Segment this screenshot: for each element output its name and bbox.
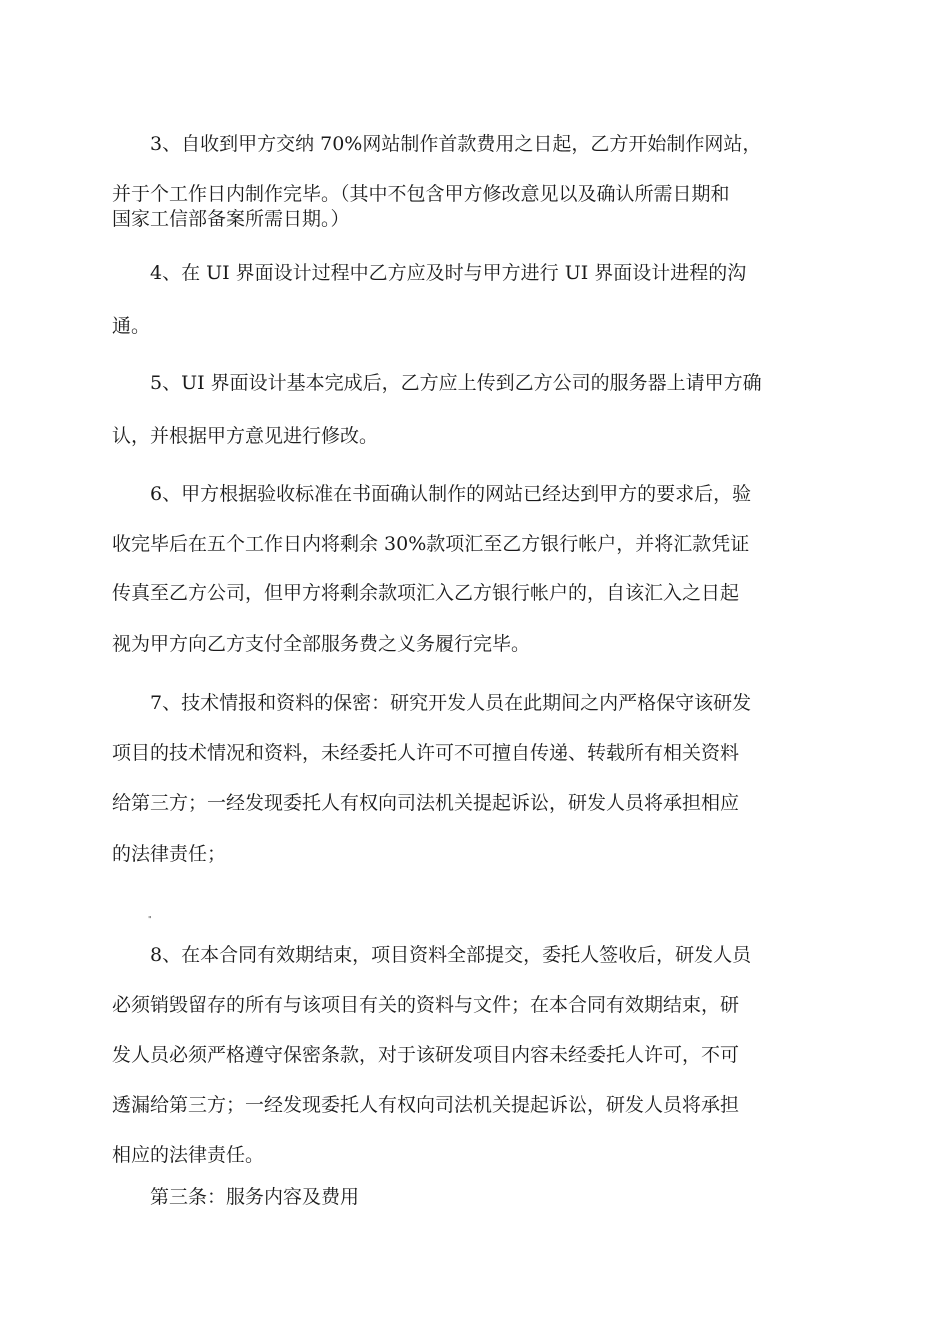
para-6-line-1: 6、甲方根据验收标准在书面确认制作的网站已经达到甲方的要求后，验 (150, 483, 752, 505)
para-3-line-1: 3、自收到甲方交纳 70%网站制作首款费用之日起，乙方开始制作网站， (150, 133, 762, 155)
para-8-line-3: 发人员必须严格遵守保密条款，对于该研发项目内容未经委托人许可，不可 (112, 1044, 740, 1066)
paragraph-mark: " (148, 915, 152, 924)
para-7-line-2: 项目的技术情况和资料，未经委托人许可不可擅自传递、转载所有相关资料 (112, 742, 740, 764)
para-3-line-2: 并于个工作日内制作完毕。（其中不包含甲方修改意见以及确认所需日期和 (112, 183, 730, 205)
para-4-line-2: 通。 (112, 315, 151, 337)
para-7-line-4: 的法律责任； (112, 843, 227, 865)
para-8-line-1: 8、在本合同有效期结束，项目资料全部提交，委托人签收后，研发人员 (150, 944, 752, 966)
para-7-line-3: 给第三方；一经发现委托人有权向司法机关提起诉讼，研发人员将承担相应 (112, 792, 740, 814)
section-heading: 第三条：服务内容及费用 (150, 1186, 360, 1208)
para-5-line-2: 认，并根据甲方意见进行修改。 (112, 425, 379, 447)
para-6-line-2: 收完毕后在五个工作日内将剩余 30%款项汇至乙方银行帐户，并将汇款凭证 (112, 533, 750, 555)
para-6-line-3: 传真至乙方公司，但甲方将剩余款项汇入乙方银行帐户的，自该汇入之日起 (112, 582, 740, 604)
para-4-line-1: 4、在 UI 界面设计过程中乙方应及时与甲方进行 UI 界面设计进程的沟 (150, 262, 747, 284)
para-8-line-4: 透漏给第三方；一经发现委托人有权向司法机关提起诉讼，研发人员将承担 (112, 1094, 740, 1116)
para-6-line-4: 视为甲方向乙方支付全部服务费之义务履行完毕。 (112, 633, 531, 655)
para-3-line-3: 国家工信部备案所需日期。） (112, 208, 350, 230)
para-8-line-5: 相应的法律责任。 (112, 1144, 265, 1166)
para-5-line-1: 5、UI 界面设计基本完成后，乙方应上传到乙方公司的服务器上请甲方确 (150, 372, 762, 394)
para-7-line-1: 7、技术情报和资料的保密：研究开发人员在此期间之内严格保守该研发 (150, 692, 752, 714)
para-8-line-2: 必须销毁留存的所有与该项目有关的资料与文件；在本合同有效期结束，研 (112, 994, 740, 1016)
